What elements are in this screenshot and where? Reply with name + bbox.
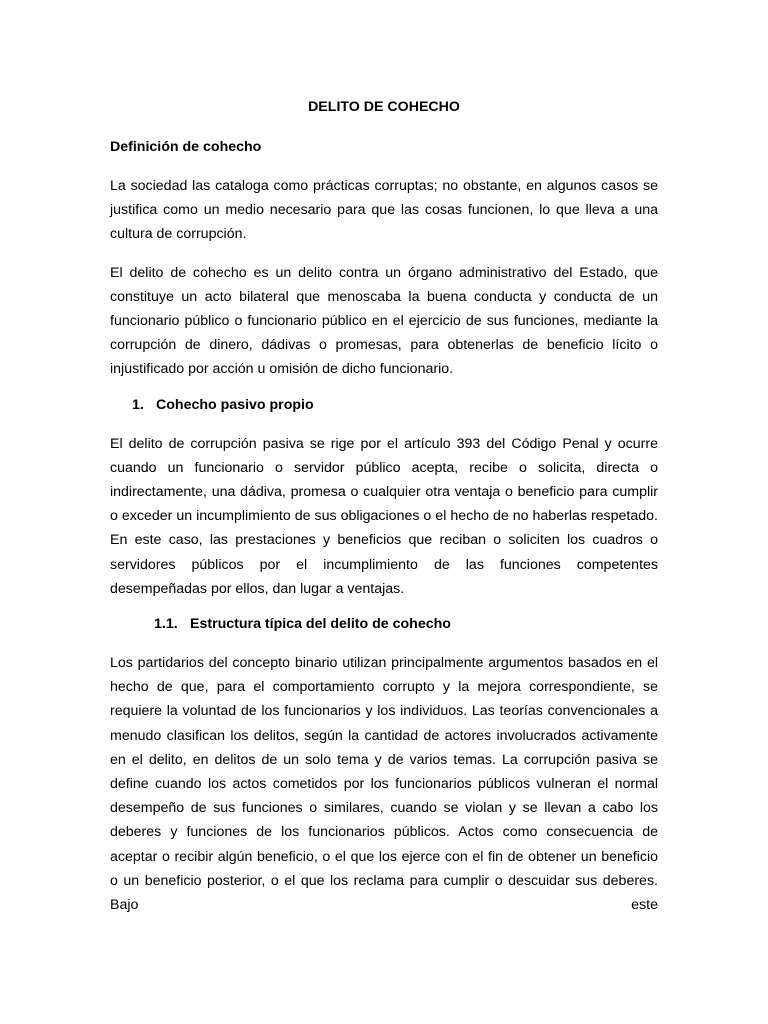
section-1-number: 1. <box>132 396 144 413</box>
section-1-title: Cohecho pasivo propio <box>156 396 314 413</box>
heading-section-1 <box>110 396 658 414</box>
section-1-1-title: Estructura típica del delito de cohecho <box>190 616 451 633</box>
heading-section-1-1 <box>110 615 658 633</box>
paragraph-definition-1: La sociedad las cataloga como prácticas corruptas; no obstante, en algunos casos se justifica como un medio necesario para que las cosas funcionen, lo que lleva a una cultura de corrupción. <box>110 178 658 243</box>
section-1-1-number: 1.1. <box>154 616 178 633</box>
paragraph-definition-2: El delito de cohecho es un delito contra un órgano administrativo del Estado, que constituye un acto bilateral que menoscaba la buena conducta y conducta de un funcionario público o funcionario público en el ejercicio de sus funciones, mediante la corrupción de dinero, dádivas o promesas, para obtenerlas de beneficio lícito o injustificado por acción u omisión de dicho funcionario. <box>110 264 658 378</box>
paragraph-section-1-1: Los partidarios del concepto binario utilizan principalmente argumentos basados en el hecho de que, para el comportamiento corrupto y la mejora correspondiente, se requiere la voluntad de los funcionarios y los individuos. Las teorías convencionales a menudo clasifican los delitos, según la cantidad de actores involucrados activamente en el delito, en delitos de un solo tema y de varios temas. La corrupción pasiva se define cuando los actos cometidos por los funcionarios públicos vulneran el normal desempeño de sus funciones o similares, cuando se violan y se llevan a cabo los deberes y funciones de los funcionarios públicos. Actos como consecuencia de aceptar o recibir algún beneficio, o el que los ejerce con el fin de obtener un beneficio o un beneficio posterior, o el que los reclama para cumplir o descuidar sus deberes. Bajo este <box>110 655 658 914</box>
paragraph-section-1: El delito de corrupción pasiva se rige por el artículo 393 del Código Penal y ocurre cuando un funcionario o servidor público acepta, recibe o solicita, directa o indirectamente, una dádiva, promesa o cualquier otra ventaja o beneficio para cumplir o exceder un incumplimiento de sus obligaciones o el hecho de no haberlas respetado. En este caso, las prestaciones y beneficios que reciban o soliciten los cuadros o servidores públicos por el incumplimiento de las funciones competentes desempeñadas por ellos, dan lugar a ventajas. <box>110 435 658 597</box>
document-title: DELITO DE COHECHO <box>308 99 460 115</box>
heading-definition: Definición de cohecho <box>110 139 262 155</box>
